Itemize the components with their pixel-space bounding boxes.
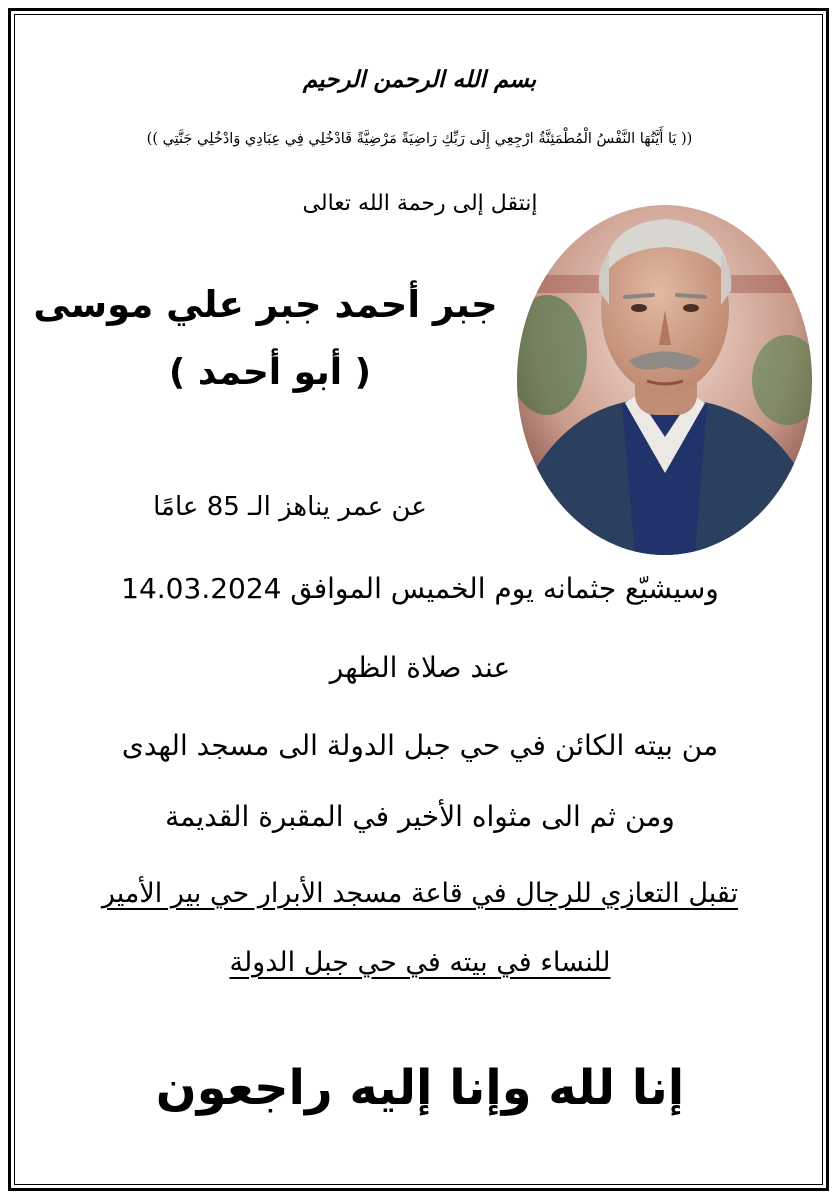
deceased-kunya: ( أبو أحمد ) [168,352,372,393]
procession-route-line: من بيته الكائن في حي جبل الدولة الى مسجد الهدى [121,729,719,762]
age-line: عن عمر يناهز الـ 85 عامًا [153,492,427,522]
quran-verse: (( يَا أَيَّتُهَا النَّفْسُ الْمُطْمَئِنَّةُ ارْجِعِي إِلَى رَبِّكِ رَاضِيَةً مَرْضِيَّةً فَادْخُلِي فِي عِبَادِي وَادْخُلِي جَنَّتِي )) [146,131,693,147]
funeral-date-line: وسيشيّع جثمانه يوم الخميس الموافق 14.03.2024 [121,572,719,605]
burial-place-line: ومن ثم الى مثواه الأخير في المقبرة القديمة [165,800,675,833]
condolences-men-text: تقبل التعازي للرجال في قاعة مسجد الأبرار حي بير الأمير [101,878,739,909]
basmala: بسم الله الرحمن الرحيم [302,66,537,93]
deceased-name: جبر أحمد جبر علي موسى [33,283,498,326]
condolences-women-line [100,947,740,978]
portrait-photo [517,205,812,555]
condolences-women-text: للنساء في بيته في حي جبل الدولة [229,947,611,978]
closing-phrase: إنا لله وإنا إليه راجعون [155,1060,685,1116]
intro-line: إنتقل إلى رحمة الله تعالى [302,191,538,216]
condolences-men-line [40,878,800,909]
prayer-time-line: عند صلاة الظهر [329,651,511,684]
